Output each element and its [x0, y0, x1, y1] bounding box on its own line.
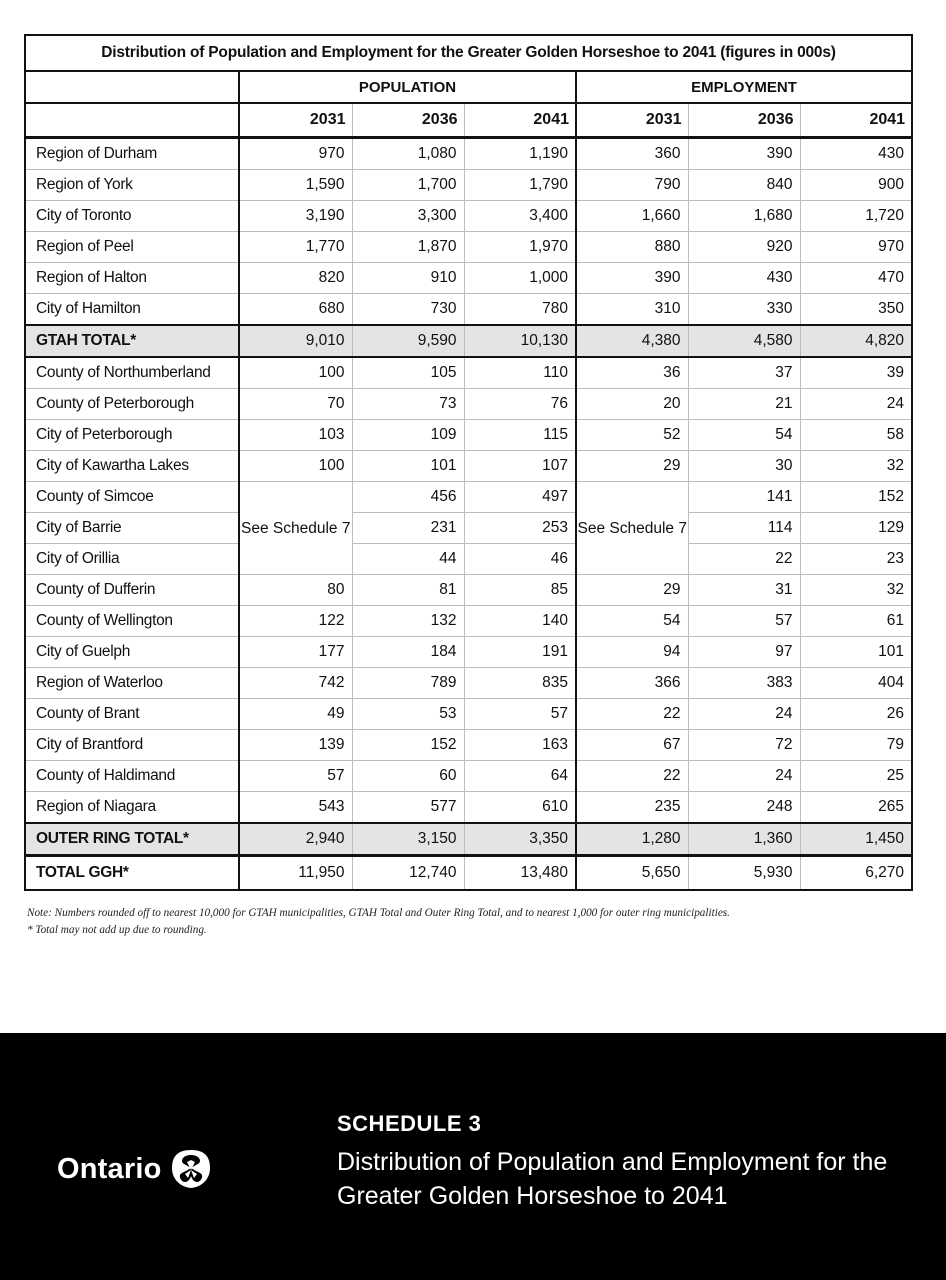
row-label: GTAH TOTAL*: [25, 325, 239, 357]
distribution-table: [24, 34, 913, 891]
row-label: Region of York: [25, 170, 239, 201]
value-cell-pop-2031: 2,940: [239, 823, 352, 856]
value-cell-pop-2041: 13,480: [464, 856, 576, 891]
table-row: [25, 232, 912, 263]
value-cell-emp-2036: 72: [688, 730, 800, 761]
value-cell-pop-2041: 163: [464, 730, 576, 761]
value-cell-emp-2041: 430: [800, 138, 912, 170]
value-cell-pop-2031: 177: [239, 637, 352, 668]
year-header-emp-2041: 2041: [800, 103, 912, 138]
value-cell-pop-2041: 110: [464, 357, 576, 389]
value-cell-pop-2036: 109: [352, 420, 464, 451]
value-cell-emp-2036: 24: [688, 699, 800, 730]
value-cell-emp-2036: 31: [688, 575, 800, 606]
table-row: [25, 699, 912, 730]
row-label: County of Wellington: [25, 606, 239, 637]
value-cell-emp-2031: 880: [576, 232, 688, 263]
table-row: [25, 575, 912, 606]
value-cell-emp-2031: 360: [576, 138, 688, 170]
value-cell-emp-2036: 430: [688, 263, 800, 294]
value-cell-pop-2041: 115: [464, 420, 576, 451]
value-cell-pop-2036: 231: [352, 513, 464, 544]
value-cell-pop-2031: 103: [239, 420, 352, 451]
value-cell-pop-2036: 132: [352, 606, 464, 637]
employment-group-header: EMPLOYMENT: [576, 71, 912, 103]
value-cell-emp-2041: 152: [800, 482, 912, 513]
table-row: [25, 357, 912, 389]
value-cell-pop-2041: 191: [464, 637, 576, 668]
ontario-wordmark: Ontario: [57, 1152, 162, 1185]
row-label: City of Guelph: [25, 637, 239, 668]
table-row: [25, 792, 912, 824]
value-cell-emp-2031: 790: [576, 170, 688, 201]
value-cell-emp-2041: 101: [800, 637, 912, 668]
value-cell-emp-2036: 37: [688, 357, 800, 389]
value-cell-emp-2036: 24: [688, 761, 800, 792]
value-cell-emp-2036: 97: [688, 637, 800, 668]
see-schedule-7-cell: See Schedule 7: [576, 482, 688, 575]
value-cell-emp-2036: 57: [688, 606, 800, 637]
value-cell-emp-2031: 4,380: [576, 325, 688, 357]
subtotal-row: [25, 325, 912, 357]
value-cell-pop-2036: 184: [352, 637, 464, 668]
table-row: [25, 637, 912, 668]
value-cell-emp-2036: 5,930: [688, 856, 800, 891]
value-cell-pop-2036: 1,700: [352, 170, 464, 201]
value-cell-pop-2031: 122: [239, 606, 352, 637]
year-header-pop-2041: 2041: [464, 103, 576, 138]
table-row: [25, 761, 912, 792]
value-cell-emp-2036: 30: [688, 451, 800, 482]
value-cell-pop-2036: 81: [352, 575, 464, 606]
value-cell-pop-2041: 10,130: [464, 325, 576, 357]
see-schedule-7-cell: See Schedule 7: [239, 482, 352, 575]
value-cell-pop-2031: 11,950: [239, 856, 352, 891]
value-cell-pop-2031: 49: [239, 699, 352, 730]
value-cell-pop-2031: 100: [239, 357, 352, 389]
row-label: City of Peterborough: [25, 420, 239, 451]
value-cell-emp-2041: 1,450: [800, 823, 912, 856]
ontario-brand: [57, 1148, 212, 1190]
row-label: City of Kawartha Lakes: [25, 451, 239, 482]
row-label: City of Brantford: [25, 730, 239, 761]
row-label: Region of Waterloo: [25, 668, 239, 699]
year-header-spacer: [25, 103, 239, 138]
table-row: [25, 201, 912, 232]
total-footnote: * Total may not add up due to rounding.: [27, 924, 207, 936]
value-cell-emp-2031: 29: [576, 575, 688, 606]
value-cell-pop-2031: 1,590: [239, 170, 352, 201]
row-label: City of Hamilton: [25, 294, 239, 326]
value-cell-emp-2031: 29: [576, 451, 688, 482]
value-cell-pop-2036: 730: [352, 294, 464, 326]
distribution-table-container: [24, 34, 911, 891]
value-cell-emp-2036: 4,580: [688, 325, 800, 357]
row-label: Region of Niagara: [25, 792, 239, 824]
value-cell-emp-2041: 58: [800, 420, 912, 451]
value-cell-emp-2036: 114: [688, 513, 800, 544]
value-cell-emp-2036: 840: [688, 170, 800, 201]
value-cell-pop-2031: 820: [239, 263, 352, 294]
table-title: Distribution of Population and Employment for the Greater Golden Horseshoe to 2041 (figures in 000s): [25, 35, 912, 71]
row-label: County of Haldimand: [25, 761, 239, 792]
value-cell-emp-2031: 94: [576, 637, 688, 668]
ontario-trillium-logo-icon: [170, 1148, 212, 1190]
value-cell-emp-2031: 67: [576, 730, 688, 761]
row-label: County of Peterborough: [25, 389, 239, 420]
value-cell-emp-2036: 21: [688, 389, 800, 420]
value-cell-emp-2031: 54: [576, 606, 688, 637]
schedule-title: Distribution of Population and Employment for the Greater Golden Horseshoe to 2041: [337, 1148, 888, 1210]
row-label: City of Orillia: [25, 544, 239, 575]
value-cell-pop-2041: 140: [464, 606, 576, 637]
value-cell-emp-2041: 26: [800, 699, 912, 730]
year-header-pop-2036: 2036: [352, 103, 464, 138]
row-label: OUTER RING TOTAL*: [25, 823, 239, 856]
value-cell-emp-2036: 1,680: [688, 201, 800, 232]
schedule-footer: [0, 1033, 946, 1280]
value-cell-pop-2031: 680: [239, 294, 352, 326]
value-cell-emp-2041: 350: [800, 294, 912, 326]
value-cell-pop-2036: 101: [352, 451, 464, 482]
value-cell-pop-2031: 3,190: [239, 201, 352, 232]
value-cell-pop-2036: 910: [352, 263, 464, 294]
value-cell-pop-2031: 57: [239, 761, 352, 792]
value-cell-emp-2031: 52: [576, 420, 688, 451]
value-cell-emp-2041: 24: [800, 389, 912, 420]
value-cell-emp-2036: 920: [688, 232, 800, 263]
row-label: City of Barrie: [25, 513, 239, 544]
table-row: [25, 730, 912, 761]
value-cell-emp-2031: 1,280: [576, 823, 688, 856]
value-cell-emp-2041: 470: [800, 263, 912, 294]
value-cell-pop-2036: 9,590: [352, 325, 464, 357]
table-row: [25, 420, 912, 451]
value-cell-pop-2041: 780: [464, 294, 576, 326]
table-row: [25, 263, 912, 294]
value-cell-emp-2031: 22: [576, 699, 688, 730]
table-row: [25, 544, 912, 575]
schedule-number: SCHEDULE 3: [337, 1111, 482, 1136]
row-label: County of Brant: [25, 699, 239, 730]
rounding-note: Note: Numbers rounded off to nearest 10,000 for GTAH municipalities, GTAH Total and Outer Ring Total, and to nearest 1,000 for outer ring municipalities.: [27, 907, 730, 919]
value-cell-emp-2031: 36: [576, 357, 688, 389]
value-cell-pop-2041: 610: [464, 792, 576, 824]
value-cell-emp-2031: 235: [576, 792, 688, 824]
value-cell-pop-2041: 3,400: [464, 201, 576, 232]
value-cell-emp-2031: 20: [576, 389, 688, 420]
value-cell-emp-2036: 383: [688, 668, 800, 699]
year-header-pop-2031: 2031: [239, 103, 352, 138]
value-cell-pop-2031: 100: [239, 451, 352, 482]
table-row: [25, 513, 912, 544]
value-cell-pop-2041: 64: [464, 761, 576, 792]
row-label: County of Northumberland: [25, 357, 239, 389]
table-row: [25, 389, 912, 420]
value-cell-pop-2031: 970: [239, 138, 352, 170]
table-row: [25, 170, 912, 201]
value-cell-emp-2041: 39: [800, 357, 912, 389]
value-cell-pop-2031: 70: [239, 389, 352, 420]
row-label: County of Simcoe: [25, 482, 239, 513]
value-cell-pop-2031: 543: [239, 792, 352, 824]
value-cell-pop-2041: 1,190: [464, 138, 576, 170]
table-body: [25, 138, 912, 891]
value-cell-emp-2041: 32: [800, 451, 912, 482]
value-cell-pop-2036: 105: [352, 357, 464, 389]
value-cell-pop-2031: 9,010: [239, 325, 352, 357]
table-row: [25, 451, 912, 482]
value-cell-emp-2031: 366: [576, 668, 688, 699]
value-cell-pop-2036: 3,300: [352, 201, 464, 232]
row-label-header-spacer: [25, 71, 239, 103]
table-row: [25, 294, 912, 326]
value-cell-emp-2031: 22: [576, 761, 688, 792]
value-cell-pop-2041: 1,970: [464, 232, 576, 263]
value-cell-emp-2041: 32: [800, 575, 912, 606]
value-cell-pop-2041: 76: [464, 389, 576, 420]
value-cell-emp-2041: 4,820: [800, 325, 912, 357]
value-cell-pop-2041: 57: [464, 699, 576, 730]
subtotal-row: [25, 823, 912, 856]
row-label: Region of Peel: [25, 232, 239, 263]
row-label: City of Toronto: [25, 201, 239, 232]
value-cell-emp-2041: 6,270: [800, 856, 912, 891]
value-cell-emp-2041: 1,720: [800, 201, 912, 232]
value-cell-pop-2041: 85: [464, 575, 576, 606]
value-cell-emp-2041: 404: [800, 668, 912, 699]
value-cell-pop-2031: 80: [239, 575, 352, 606]
value-cell-pop-2036: 60: [352, 761, 464, 792]
value-cell-emp-2036: 54: [688, 420, 800, 451]
value-cell-emp-2041: 79: [800, 730, 912, 761]
table-notes: [27, 905, 927, 939]
value-cell-pop-2031: 139: [239, 730, 352, 761]
row-label: TOTAL GGH*: [25, 856, 239, 891]
population-group-header: POPULATION: [239, 71, 576, 103]
table-row: [25, 606, 912, 637]
value-cell-pop-2041: 835: [464, 668, 576, 699]
value-cell-pop-2041: 3,350: [464, 823, 576, 856]
value-cell-emp-2041: 25: [800, 761, 912, 792]
value-cell-emp-2041: 23: [800, 544, 912, 575]
value-cell-pop-2036: 44: [352, 544, 464, 575]
value-cell-pop-2036: 577: [352, 792, 464, 824]
value-cell-pop-2041: 253: [464, 513, 576, 544]
value-cell-pop-2036: 3,150: [352, 823, 464, 856]
value-cell-emp-2036: 390: [688, 138, 800, 170]
year-header-emp-2036: 2036: [688, 103, 800, 138]
year-header-emp-2031: 2031: [576, 103, 688, 138]
table-row: [25, 138, 912, 170]
table-row: [25, 482, 912, 513]
value-cell-pop-2041: 497: [464, 482, 576, 513]
value-cell-pop-2041: 107: [464, 451, 576, 482]
value-cell-pop-2036: 152: [352, 730, 464, 761]
value-cell-pop-2036: 12,740: [352, 856, 464, 891]
value-cell-emp-2041: 129: [800, 513, 912, 544]
value-cell-pop-2041: 1,000: [464, 263, 576, 294]
value-cell-pop-2036: 1,080: [352, 138, 464, 170]
value-cell-pop-2031: 742: [239, 668, 352, 699]
row-label: Region of Durham: [25, 138, 239, 170]
value-cell-pop-2036: 789: [352, 668, 464, 699]
value-cell-pop-2041: 1,790: [464, 170, 576, 201]
value-cell-emp-2031: 1,660: [576, 201, 688, 232]
value-cell-emp-2036: 330: [688, 294, 800, 326]
grand-total-row: [25, 856, 912, 891]
value-cell-emp-2036: 141: [688, 482, 800, 513]
value-cell-pop-2036: 456: [352, 482, 464, 513]
value-cell-pop-2036: 1,870: [352, 232, 464, 263]
value-cell-emp-2031: 310: [576, 294, 688, 326]
value-cell-emp-2036: 248: [688, 792, 800, 824]
value-cell-emp-2041: 900: [800, 170, 912, 201]
value-cell-pop-2041: 46: [464, 544, 576, 575]
value-cell-emp-2041: 265: [800, 792, 912, 824]
value-cell-emp-2031: 390: [576, 263, 688, 294]
value-cell-pop-2036: 73: [352, 389, 464, 420]
row-label: Region of Halton: [25, 263, 239, 294]
value-cell-pop-2036: 53: [352, 699, 464, 730]
row-label: County of Dufferin: [25, 575, 239, 606]
value-cell-emp-2036: 1,360: [688, 823, 800, 856]
value-cell-pop-2031: 1,770: [239, 232, 352, 263]
value-cell-emp-2031: 5,650: [576, 856, 688, 891]
table-row: [25, 668, 912, 699]
value-cell-emp-2036: 22: [688, 544, 800, 575]
value-cell-emp-2041: 61: [800, 606, 912, 637]
value-cell-emp-2041: 970: [800, 232, 912, 263]
